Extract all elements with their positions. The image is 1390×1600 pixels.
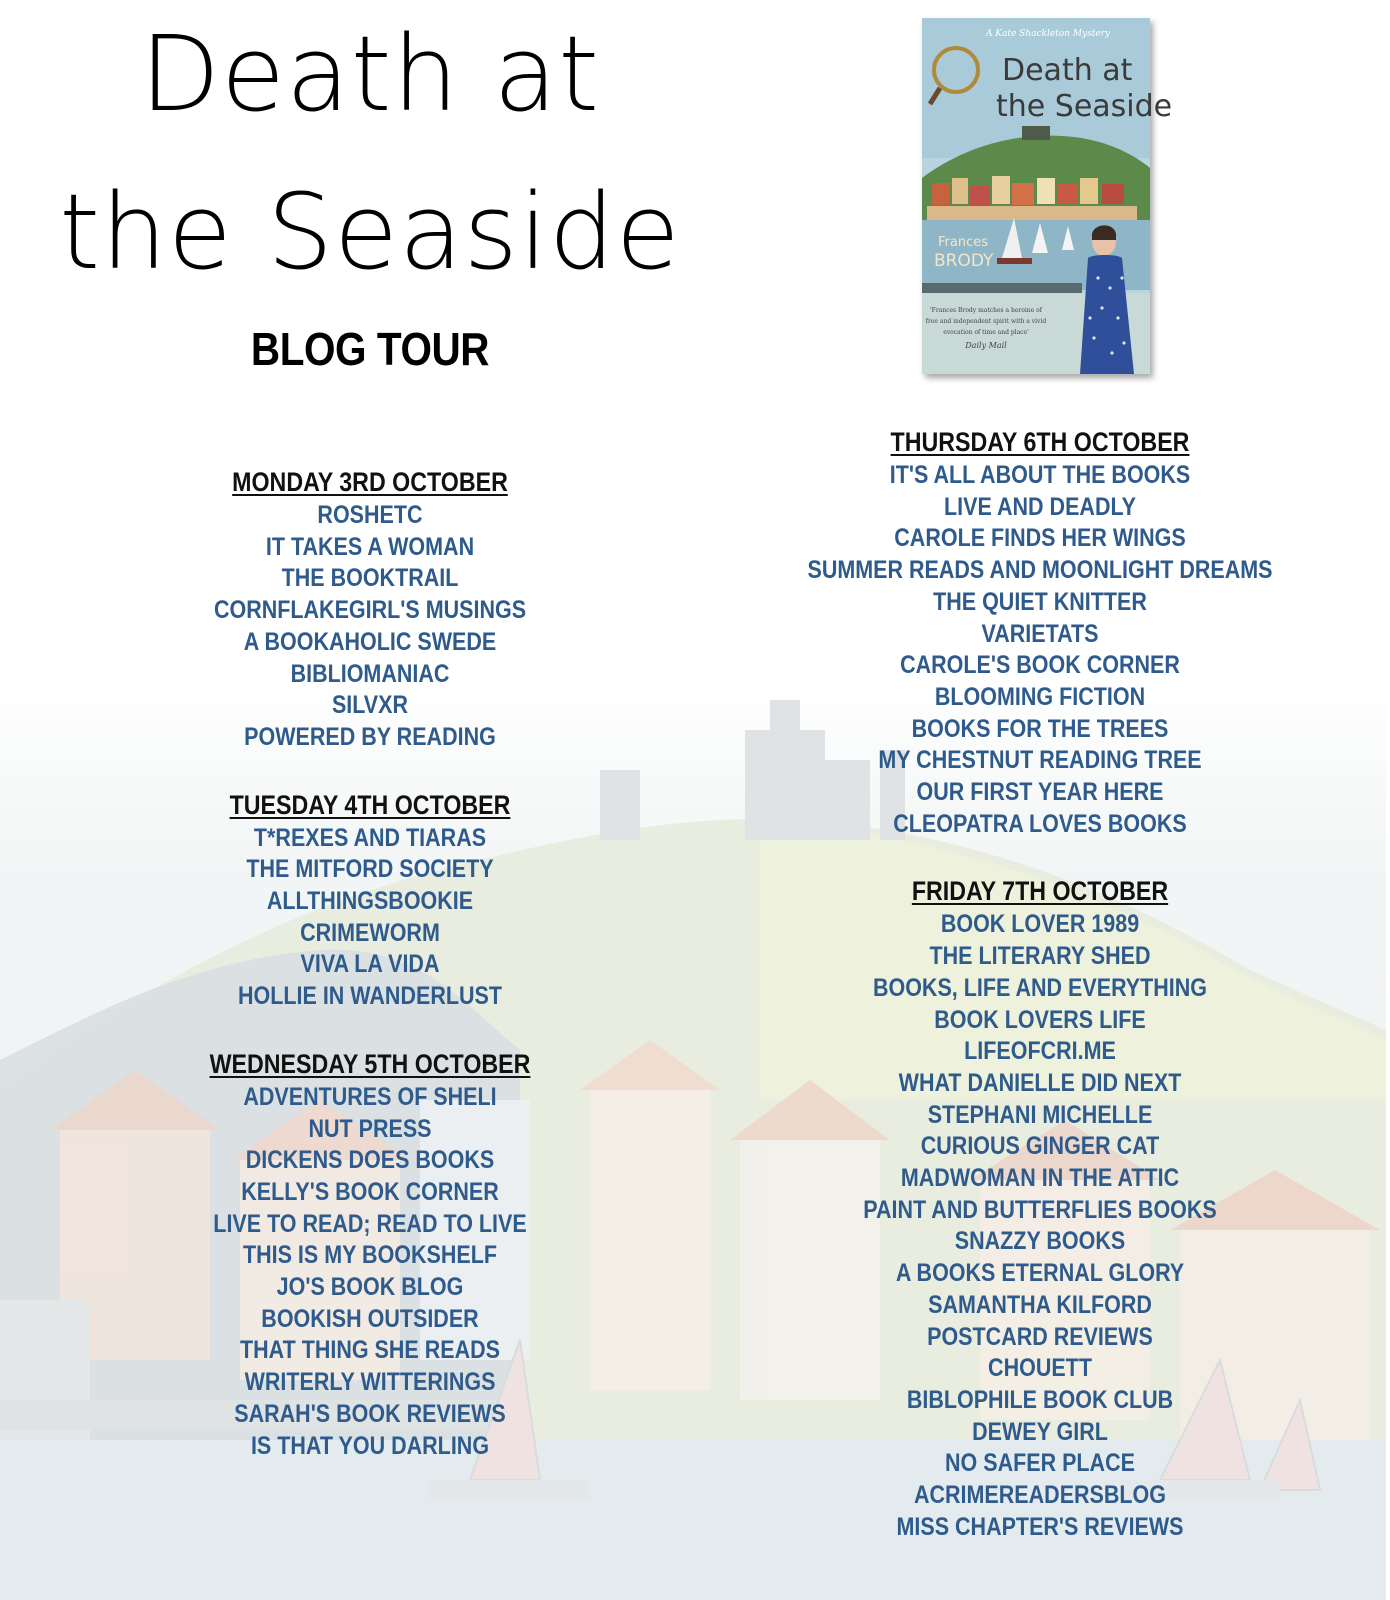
day-heading-wednesday: WEDNESDAY 5TH OCTOBER bbox=[209, 1048, 531, 1079]
blog-link[interactable]: SNAZZY BOOKS bbox=[954, 1227, 1126, 1256]
blog-link[interactable]: LIFEOFCRI.ME bbox=[964, 1037, 1116, 1066]
blog-link[interactable]: OUR FIRST YEAR HERE bbox=[916, 778, 1164, 807]
blog-link[interactable]: KELLY'S BOOK CORNER bbox=[241, 1177, 499, 1206]
blog-link[interactable]: DICKENS DOES BOOKS bbox=[245, 1146, 495, 1175]
cover-author-first: Frances bbox=[938, 235, 989, 250]
day-thursday bbox=[690, 425, 1390, 840]
blog-link[interactable]: JO'S BOOK BLOG bbox=[276, 1273, 464, 1302]
blog-link[interactable]: SARAH'S BOOK REVIEWS bbox=[234, 1399, 506, 1428]
blog-link[interactable]: LIVE AND DEADLY bbox=[944, 492, 1136, 521]
blog-list-monday bbox=[20, 500, 720, 754]
blog-link[interactable]: DEWEY GIRL bbox=[972, 1417, 1108, 1446]
blog-list-friday bbox=[690, 909, 1390, 1543]
blog-link[interactable]: WRITERLY WITTERINGS bbox=[244, 1368, 496, 1397]
blog-link[interactable]: BOOKISH OUTSIDER bbox=[261, 1304, 479, 1333]
blog-link[interactable]: SAMANTHA KILFORD bbox=[928, 1290, 1152, 1319]
blog-list-thursday bbox=[690, 460, 1390, 840]
cover-author-last: BRODY bbox=[934, 251, 994, 271]
blog-link[interactable]: WHAT DANIELLE DID NEXT bbox=[898, 1068, 1182, 1097]
blog-list-tuesday bbox=[20, 823, 720, 1013]
day-heading-thursday: THURSDAY 6TH OCTOBER bbox=[890, 427, 1190, 457]
blog-link[interactable]: A BOOKAHOLIC SWEDE bbox=[243, 627, 497, 656]
blog-link[interactable]: ALLTHINGSBOOKIE bbox=[266, 887, 474, 916]
cover-quote-source: Daily Mail bbox=[965, 341, 1007, 350]
blog-link[interactable]: T*REXES AND TIARAS bbox=[253, 823, 487, 852]
schedule-left-column bbox=[20, 465, 720, 1462]
blog-link[interactable]: POSTCARD REVIEWS bbox=[927, 1322, 1153, 1351]
blog-link[interactable]: VARIETATS bbox=[981, 619, 1099, 648]
blog-link[interactable]: CAROLE FINDS HER WINGS bbox=[894, 524, 1186, 553]
blog-link[interactable]: MADWOMAN IN THE ATTIC bbox=[900, 1164, 1180, 1193]
blog-link[interactable]: NO SAFER PLACE bbox=[945, 1449, 1135, 1478]
day-heading-monday: MONDAY 3RD OCTOBER bbox=[232, 467, 508, 497]
day-wednesday bbox=[20, 1047, 720, 1462]
day-tuesday bbox=[20, 788, 720, 1013]
cover-series-text: A Kate Shackleton Mystery bbox=[985, 29, 1111, 39]
page-title-line1: Death at bbox=[139, 13, 601, 135]
blog-link[interactable]: PAINT AND BUTTERFLIES BOOKS bbox=[863, 1195, 1217, 1224]
blog-link[interactable]: IS THAT YOU DARLING bbox=[250, 1431, 490, 1460]
page-title-line2: the Seaside bbox=[59, 171, 681, 293]
blog-link[interactable]: MISS CHAPTER'S REVIEWS bbox=[896, 1512, 1184, 1541]
blog-link[interactable]: CRIMEWORM bbox=[300, 918, 440, 947]
schedule-right-column bbox=[690, 425, 1390, 1544]
blog-link[interactable]: BOOKS FOR THE TREES bbox=[911, 714, 1169, 743]
blog-link[interactable]: BOOKS, LIFE AND EVERYTHING bbox=[872, 973, 1208, 1002]
blog-link[interactable]: LIVE TO READ; READ TO LIVE bbox=[213, 1209, 527, 1238]
day-heading-friday: FRIDAY 7TH OCTOBER bbox=[911, 876, 1169, 907]
blog-link[interactable]: ACRIMEREADERSBLOG bbox=[913, 1481, 1167, 1510]
blog-link[interactable]: MY CHESTNUT READING TREE bbox=[878, 746, 1202, 775]
blog-link[interactable]: BIBLOPHILE BOOK CLUB bbox=[906, 1385, 1174, 1414]
blog-link[interactable]: BLOOMING FICTION bbox=[934, 682, 1146, 711]
blog-link[interactable]: STEPHANI MICHELLE bbox=[927, 1100, 1153, 1129]
blog-link[interactable]: CURIOUS GINGER CAT bbox=[920, 1132, 1160, 1161]
cover-quote-line3: evocation of time and place' bbox=[943, 329, 1029, 336]
blog-link[interactable]: NUT PRESS bbox=[308, 1114, 432, 1143]
blog-link[interactable]: IT'S ALL ABOUT THE BOOKS bbox=[889, 461, 1191, 489]
blog-link[interactable]: ROSHETC bbox=[317, 501, 423, 529]
blog-tour-subtitle: BLOG TOUR bbox=[250, 323, 490, 375]
blog-link[interactable]: CORNFLAKEGIRL'S MUSINGS bbox=[213, 596, 527, 625]
blog-link[interactable]: A BOOKS ETERNAL GLORY bbox=[895, 1259, 1185, 1288]
blog-link[interactable]: THIS IS MY BOOKSHELF bbox=[242, 1241, 498, 1270]
blog-link[interactable]: CAROLE'S BOOK CORNER bbox=[900, 651, 1180, 680]
blog-link[interactable]: SUMMER READS AND MOONLIGHT DREAMS bbox=[807, 556, 1273, 585]
cover-quote-line1: 'Frances Brody matches a heroine of bbox=[930, 307, 1042, 314]
blog-link[interactable]: BIBLIOMANIAC bbox=[290, 659, 450, 688]
cover-title-line2: the Seaside bbox=[996, 89, 1173, 124]
book-cover-image bbox=[922, 18, 1173, 374]
day-monday bbox=[20, 465, 720, 754]
blog-link[interactable]: THE BOOKTRAIL bbox=[281, 564, 459, 593]
blog-link[interactable]: BOOK LOVERS LIFE bbox=[934, 1005, 1146, 1034]
day-heading-tuesday: TUESDAY 4TH OCTOBER bbox=[229, 789, 511, 820]
blog-link[interactable]: HOLLIE IN WANDERLUST bbox=[238, 982, 502, 1011]
blog-link[interactable]: THE QUIET KNITTER bbox=[933, 587, 1147, 616]
blog-link[interactable]: POWERED BY READING bbox=[244, 722, 496, 751]
blog-link[interactable]: VIVA LA VIDA bbox=[300, 950, 440, 979]
blog-link[interactable]: THE MITFORD SOCIETY bbox=[246, 855, 494, 884]
blog-list-wednesday bbox=[20, 1082, 720, 1462]
cover-title-line1: Death at bbox=[1002, 53, 1133, 88]
blog-link[interactable]: BOOK LOVER 1989 bbox=[940, 910, 1140, 939]
blog-link[interactable]: CHOUETT bbox=[988, 1354, 1092, 1383]
cover-quote-line2: free and independent spirit with a vivid bbox=[925, 318, 1047, 325]
blog-link[interactable]: THE LITERARY SHED bbox=[929, 942, 1151, 971]
blog-link[interactable]: CLEOPATRA LOVES BOOKS bbox=[893, 809, 1187, 838]
blog-link[interactable]: IT TAKES A WOMAN bbox=[265, 532, 475, 561]
blog-link[interactable]: SILVXR bbox=[331, 691, 409, 720]
blog-link[interactable]: THAT THING SHE READS bbox=[239, 1336, 500, 1365]
blog-link[interactable]: ADVENTURES OF SHELI bbox=[243, 1082, 497, 1111]
day-friday bbox=[690, 874, 1390, 1543]
